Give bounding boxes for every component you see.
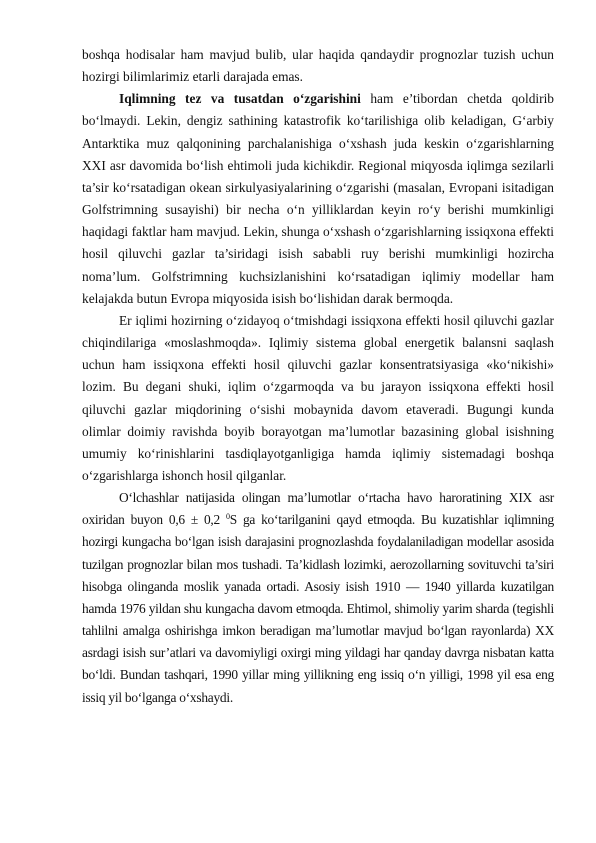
bold-lead-phrase: Iqlimning tez va tusatdan o‘zgarishini	[119, 91, 361, 107]
paragraph-body: O‘lchashlar natijasida olingan ma’lumotlar o‘rtacha havo haroratining XIX asr oxiridan buyon 0,6 ± 0,2	[82, 490, 554, 528]
paragraph-abrupt-change	[82, 88, 554, 310]
paragraph-body: S ga ko‘tarilganini qayd etmoqda. Bu kuzatishlar iqlimning hozirgi kungacha bo‘lgan isish darajasini prognozlashda foydalaniladigan modellar asosida tuzilgan prognozlar bilan mos tushadi. Ta’kidlash lozimki, aerozollarning sovituvchi ta’siri hisobga olinganda moslik yanada ortadi. Asosiy isish 1910 — 1940 yillarda kuzatilgan hamda 1976 yildan shu kungacha davom etmoqda. Ehtimol, shimoliy yarim sharda (tegishli tahlilni amalga oshirishga imkon beradigan ma’lumotlar mavjud bo‘lgan rayonlarda) XX asrdagi isish sur’atlari va davomiyligi oxirgi ming yildagi har qanday davrga nisbatan katta bo‘ldi. Bundan tashqari, 1990 yillar ming yillikning eng issiq o‘n yilligi, 1998 yil esa eng issiq yil bo‘lganga o‘xshaydi.	[82, 512, 554, 705]
degree-superscript: 0	[226, 512, 230, 522]
document-page	[82, 44, 554, 709]
paragraph-body: ham e’tibordan chetda qoldirib bo‘lmaydi. Lekin, dengiz sathining katastrofik ko‘tarilishiga olib keladigan, G‘arbiy Antarktika muz qalqonining parchalanishiga o‘xshash juda keskin o‘zgarishlarning XXI asr davomida bo‘lish ehtimoli juda kichikdir. Regional miqyosda iqlimga sezilarli ta’sir ko‘rsatadigan okean sirkulyasiyalarining o‘zgarishi (masalan, Evropani isitadigan Golfstrimning susayishi) bir necha o‘n yilliklardan keyin ro‘y berishi mumkinligi haqidagi faktlar ham mavjud. Lekin, shunga o‘xshash o‘zgarishlarning issiqxona effekti hosil qiluvchi gazlar ta’siridagi isish sababli ruy berishi mumkinligi hozircha noma’lum. Golfstrimning kuchsizlanishini ko‘rsatadigan iqlimiy modellar ham kelajakda butun Evropa miqyosida isish bo‘lishidan darak bermoqda.	[82, 91, 554, 306]
paragraph-measurements	[82, 487, 554, 709]
paragraph-continuation: boshqa hodisalar ham mavjud bulib, ular haqida qandaydir prognozlar tuzish uchun hozirgi bilimlarimiz etarli darajada emas.	[82, 47, 554, 85]
paragraph-adaptation: Er iqlimi hozirning o‘zidayoq o‘tmishdagi issiqxona effekti hosil qiluvchi gazlar chiqindilariga «moslashmoqda». Iqlimiy sistema global energetik balansni saqlash uchun ham issiqxona effekti hosil qiluvchi gazlar konsentratsiyasiga «ko‘nikishi» lozim. Bu degani shuki, iqlim o‘zgarmoqda va bu jarayon issiqxona effekti hosil qiluvchi gazlar miqdorining o‘sishi mobaynida davom etaveradi. Bugungi kunda olimlar doimiy ravishda boyib borayotgan ma’lumotlar bazasining global isishning umumiy ko‘rinishlarini tasdiqlayotganligiga hamda iqlimiy sistemadagi boshqa o‘zgarishlarga ishonch hosil qilganlar.	[82, 312, 554, 483]
